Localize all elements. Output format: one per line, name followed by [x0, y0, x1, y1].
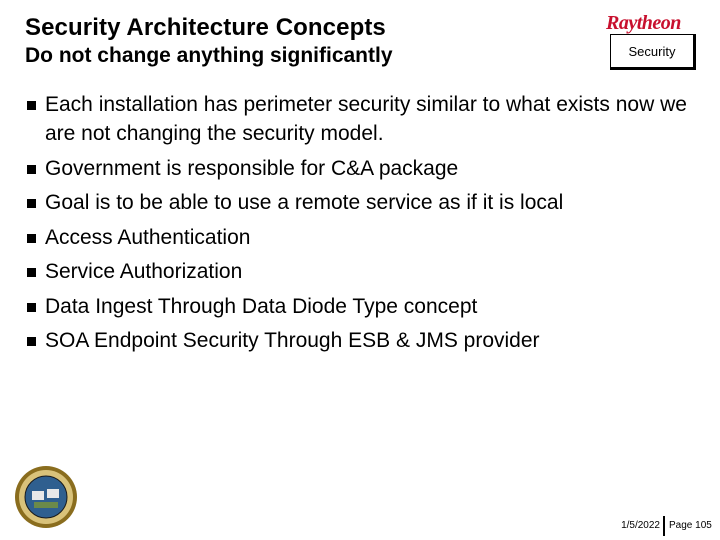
emblem-seal-icon [14, 465, 78, 529]
bullet-item [25, 292, 705, 321]
square-bullet-icon [27, 234, 36, 243]
footer-divider [663, 516, 665, 536]
slide-title: Security Architecture Concepts [25, 14, 386, 41]
bullet-item [25, 257, 705, 286]
square-bullet-icon [27, 165, 36, 174]
bullet-item [25, 326, 705, 355]
slide-subtitle: Do not change anything significantly [25, 44, 393, 67]
square-bullet-icon [27, 303, 36, 312]
square-bullet-icon [27, 337, 36, 346]
bullet-text: Service Authorization [45, 260, 243, 283]
square-bullet-icon [27, 101, 36, 110]
security-badge [610, 34, 696, 70]
bullet-list [25, 90, 705, 361]
square-bullet-icon [27, 199, 36, 208]
bullet-text: SOA Endpoint Security Through ESB & JMS provider [45, 329, 540, 352]
bullet-text: Access Authentication [45, 225, 251, 249]
bullet-text: Government is responsible for C&A package [45, 156, 459, 180]
bullet-text: Goal is to be able to use a remote service as if it is local [45, 191, 564, 214]
square-bullet-icon [27, 268, 36, 277]
bullet-item [25, 90, 705, 148]
bullet-text: Data Ingest Through Data Diode Type concept [45, 294, 478, 318]
raytheon-logo: Raytheon [606, 12, 681, 34]
footer-date: 1/5/2022 [621, 520, 660, 531]
bullet-item [25, 188, 705, 217]
bullet-item [25, 154, 705, 183]
bullet-item [25, 223, 705, 252]
bullet-text: Each installation has perimeter security similar to what exists now we are not changing the security model. [45, 93, 687, 145]
footer-page-number: Page 105 [669, 520, 712, 531]
security-badge-label: Security [628, 43, 676, 59]
